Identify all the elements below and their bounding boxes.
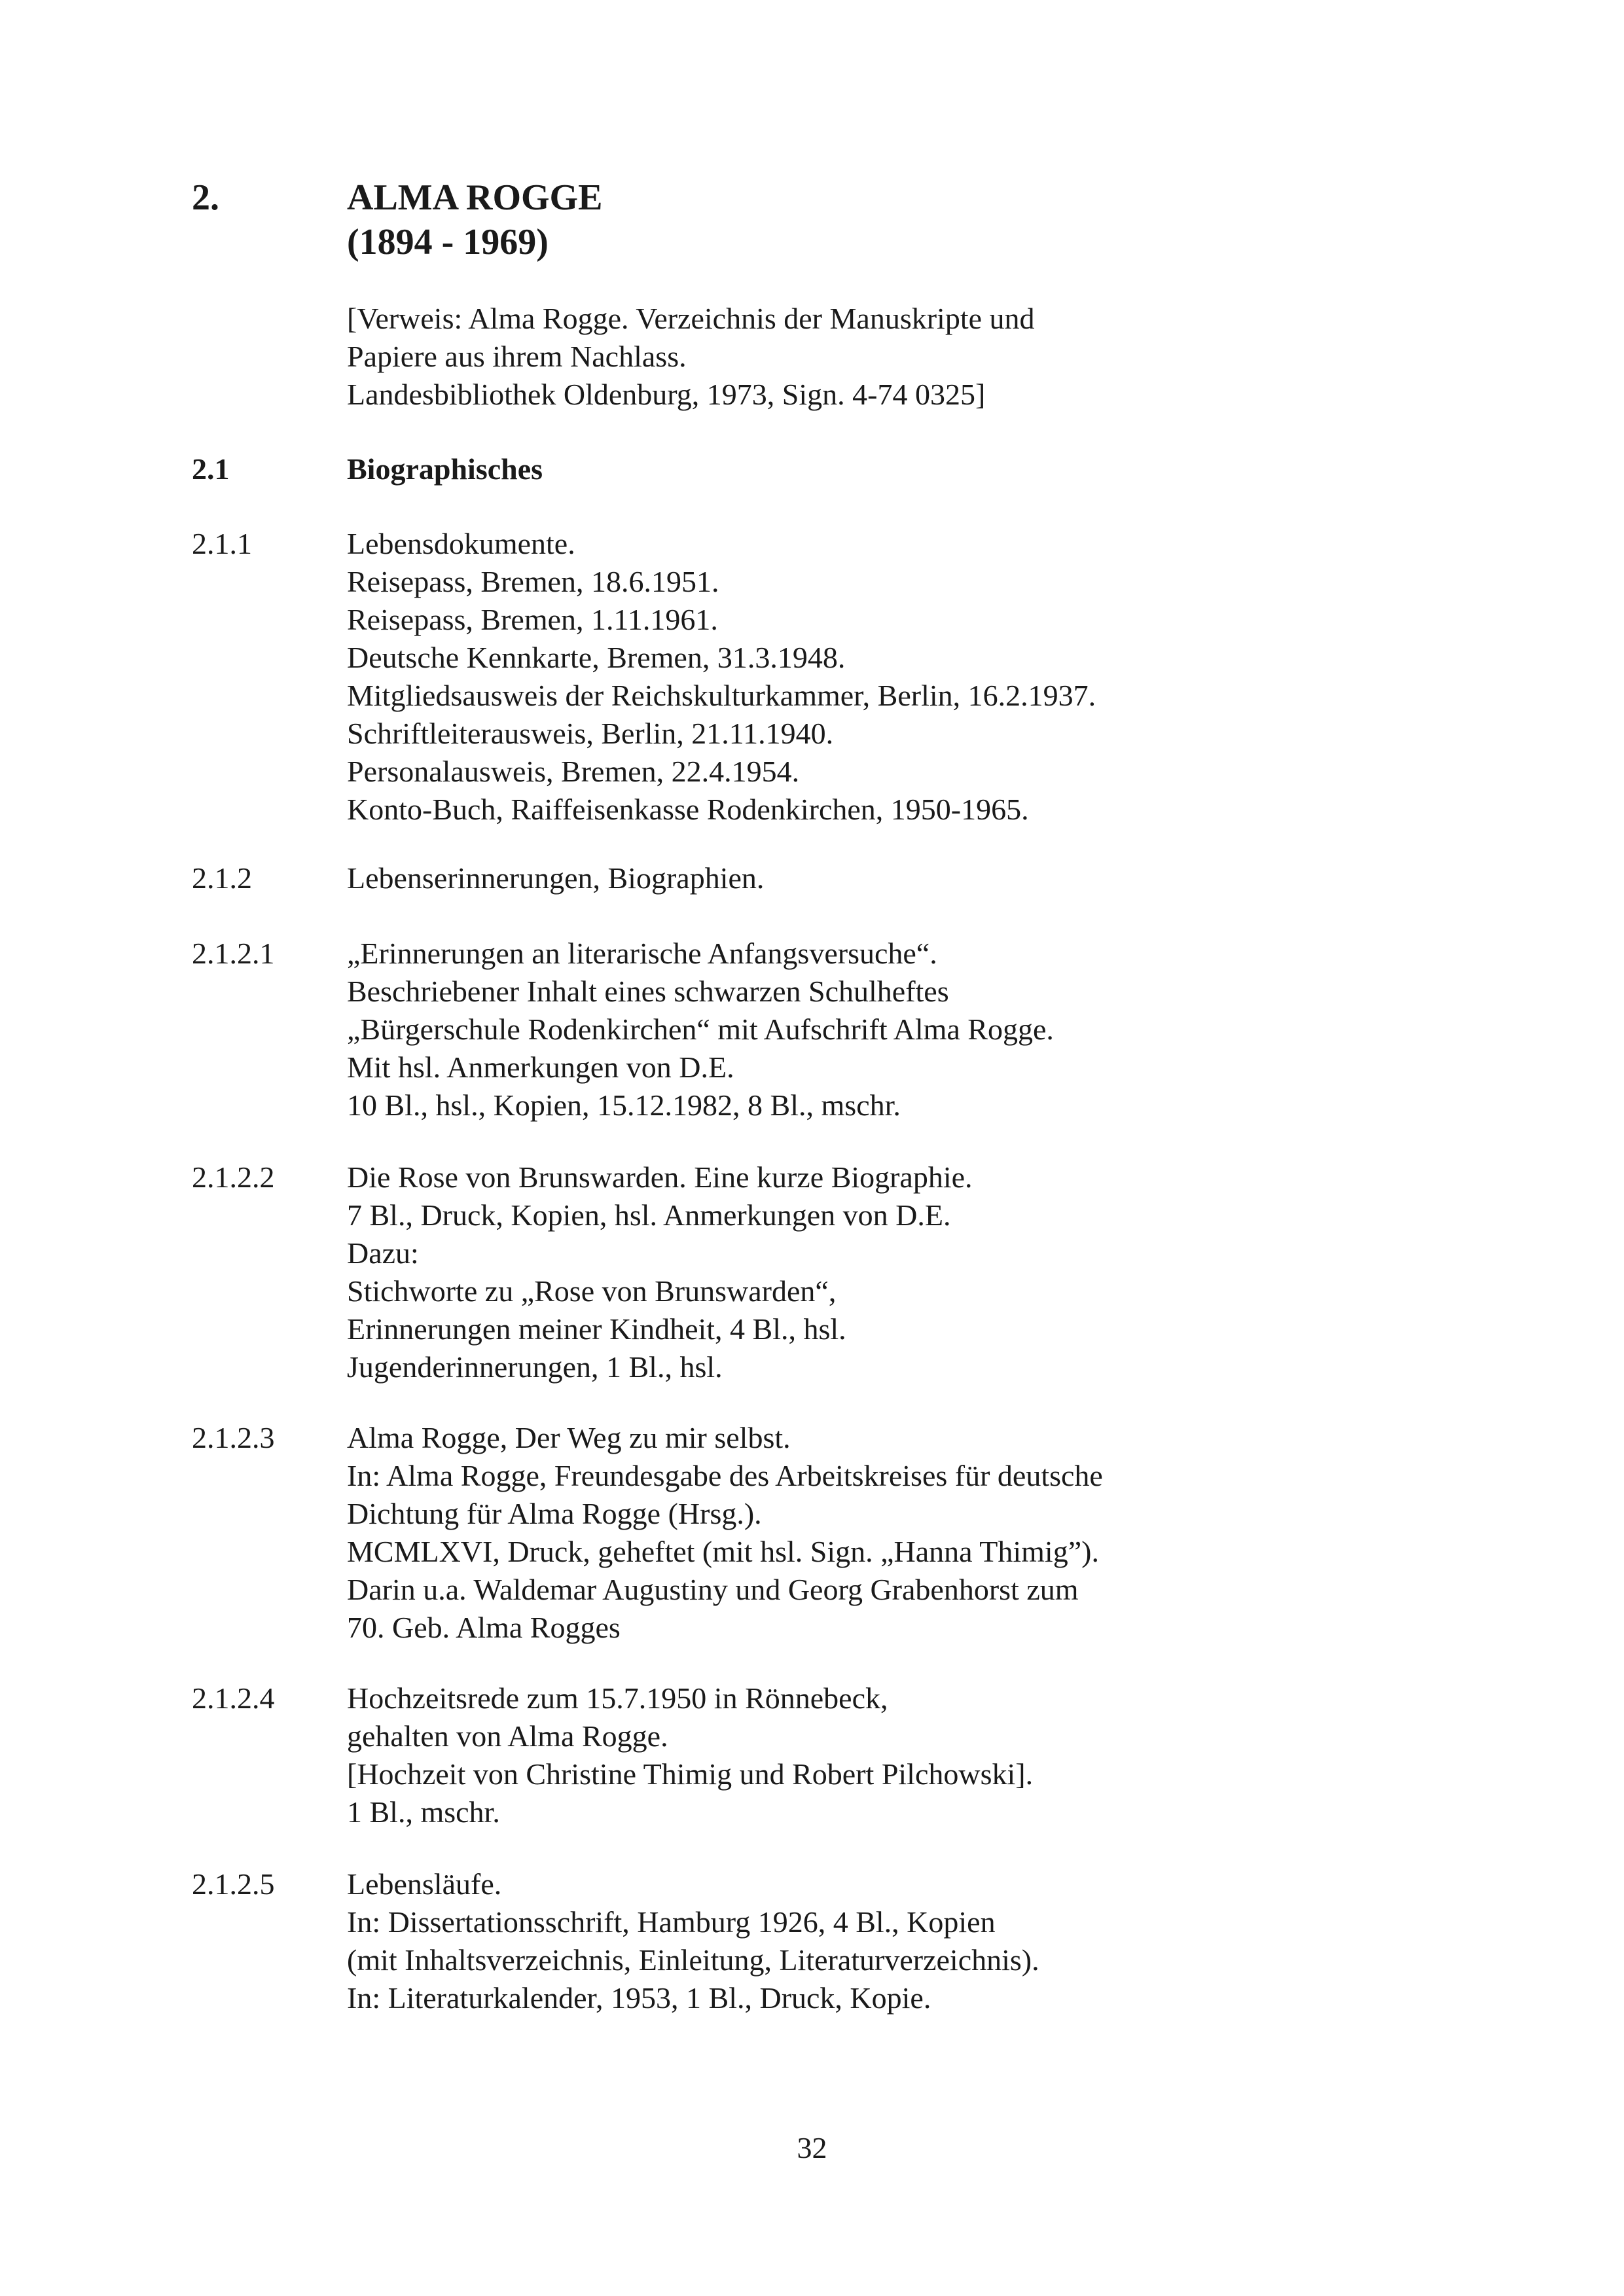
- entry-line: 10 Bl., hsl., Kopien, 15.12.1982, 8 Bl., mschr.: [347, 1088, 901, 1122]
- entry-code: 2.1.2.3: [192, 1421, 275, 1454]
- entry-line: 7 Bl., Druck, Kopien, hsl. Anmerkungen von D.E.: [347, 1198, 951, 1232]
- entry-line: Jugenderinnerungen, 1 Bl., hsl.: [347, 1350, 723, 1384]
- entry-line: Reisepass, Bremen, 18.6.1951.: [347, 565, 719, 598]
- entry-body: [347, 1865, 1039, 2017]
- entry-line: Stichworte zu „Rose von Brunswarden“,: [347, 1274, 837, 1308]
- entry-line: (mit Inhaltsverzeichnis, Einleitung, Literaturverzeichnis).: [347, 1943, 1039, 1977]
- entry-line: Lebenserinnerungen, Biographien.: [347, 861, 765, 895]
- entry-line: Dazu:: [347, 1236, 419, 1270]
- entry-line: In: Dissertationsschrift, Hamburg 1926, 4 Bl., Kopien: [347, 1905, 996, 1939]
- entry-line: Personalausweis, Bremen, 22.4.1954.: [347, 755, 800, 788]
- entry-line: Beschriebener Inhalt eines schwarzen Schulheftes: [347, 975, 949, 1008]
- entry-line: In: Alma Rogge, Freundesgabe des Arbeitskreises für deutsche: [347, 1459, 1103, 1492]
- chapter-title: ALMA ROGGE: [347, 177, 603, 218]
- entry-body: [347, 1158, 973, 1386]
- entry-line: Alma Rogge, Der Weg zu mir selbst.: [347, 1421, 791, 1454]
- entry-line: Dichtung für Alma Rogge (Hrsg.).: [347, 1497, 762, 1530]
- entry-line: MCMLXVI, Druck, geheftet (mit hsl. Sign. „Hanna Thimig”).: [347, 1535, 1099, 1568]
- entry-body: [347, 935, 1054, 1124]
- entry-line: Mitgliedsausweis der Reichskulturkammer, Berlin, 16.2.1937.: [347, 679, 1096, 712]
- entry-line: In: Literaturkalender, 1953, 1 Bl., Druck, Kopie.: [347, 1981, 931, 2015]
- entry-body: [347, 1419, 1103, 1647]
- entry-line: Deutsche Kennkarte, Bremen, 31.3.1948.: [347, 641, 846, 674]
- entry-line: Die Rose von Brunswarden. Eine kurze Biographie.: [347, 1160, 973, 1194]
- entry-code: 2.1.2.5: [192, 1867, 275, 1901]
- entry-code: 2.1.2.4: [192, 1681, 275, 1715]
- chapter-number: 2.: [192, 177, 219, 218]
- reference-line: Landesbibliothek Oldenburg, 1973, Sign. 4-74 0325]: [347, 378, 986, 411]
- chapter-title-block: [347, 175, 602, 264]
- entry-line: gehalten von Alma Rogge.: [347, 1719, 668, 1753]
- section-code: 2.1: [192, 452, 230, 486]
- entry-line: „Bürgerschule Rodenkirchen“ mit Aufschrift Alma Rogge.: [347, 1013, 1054, 1046]
- entry-line: „Erinnerungen an literarische Anfangsversuche“.: [347, 937, 937, 970]
- section-title: Biographisches: [347, 452, 543, 486]
- entry-line: Konto-Buch, Raiffeisenkasse Rodenkirchen, 1950-1965.: [347, 793, 1029, 826]
- entry-line: 1 Bl., mschr.: [347, 1795, 500, 1829]
- entry-line: Hochzeitsrede zum 15.7.1950 in Rönnebeck,: [347, 1681, 888, 1715]
- entry-code: 2.1.1: [192, 527, 252, 560]
- entry-line: Lebensläufe.: [347, 1867, 502, 1901]
- entry-line: Reisepass, Bremen, 1.11.1961.: [347, 603, 718, 636]
- entry-code: 2.1.2.2: [192, 1160, 275, 1194]
- reference-line: Papiere aus ihrem Nachlass.: [347, 340, 687, 373]
- entry-body: [347, 859, 764, 897]
- reference-note: [347, 300, 1035, 414]
- entry-line: [Hochzeit von Christine Thimig und Robert Pilchowski].: [347, 1757, 1034, 1791]
- entry-line: Darin u.a. Waldemar Augustiny und Georg Grabenhorst zum: [347, 1573, 1079, 1606]
- entry-line: Schriftleiterausweis, Berlin, 21.11.1940.: [347, 717, 834, 750]
- entry-line: Lebensdokumente.: [347, 527, 575, 560]
- chapter-years: (1894 - 1969): [347, 222, 549, 262]
- reference-line: [Verweis: Alma Rogge. Verzeichnis der Manuskripte und: [347, 302, 1035, 335]
- entry-code: 2.1.2: [192, 861, 252, 895]
- entry-body: [347, 1679, 1033, 1831]
- entry-code: 2.1.2.1: [192, 937, 275, 970]
- entry-line: Mit hsl. Anmerkungen von D.E.: [347, 1050, 734, 1084]
- page-number: 32: [797, 2131, 827, 2164]
- entry-body: [347, 525, 1096, 829]
- entry-line: Erinnerungen meiner Kindheit, 4 Bl., hsl.: [347, 1312, 846, 1346]
- entry-line: 70. Geb. Alma Rogges: [347, 1611, 621, 1644]
